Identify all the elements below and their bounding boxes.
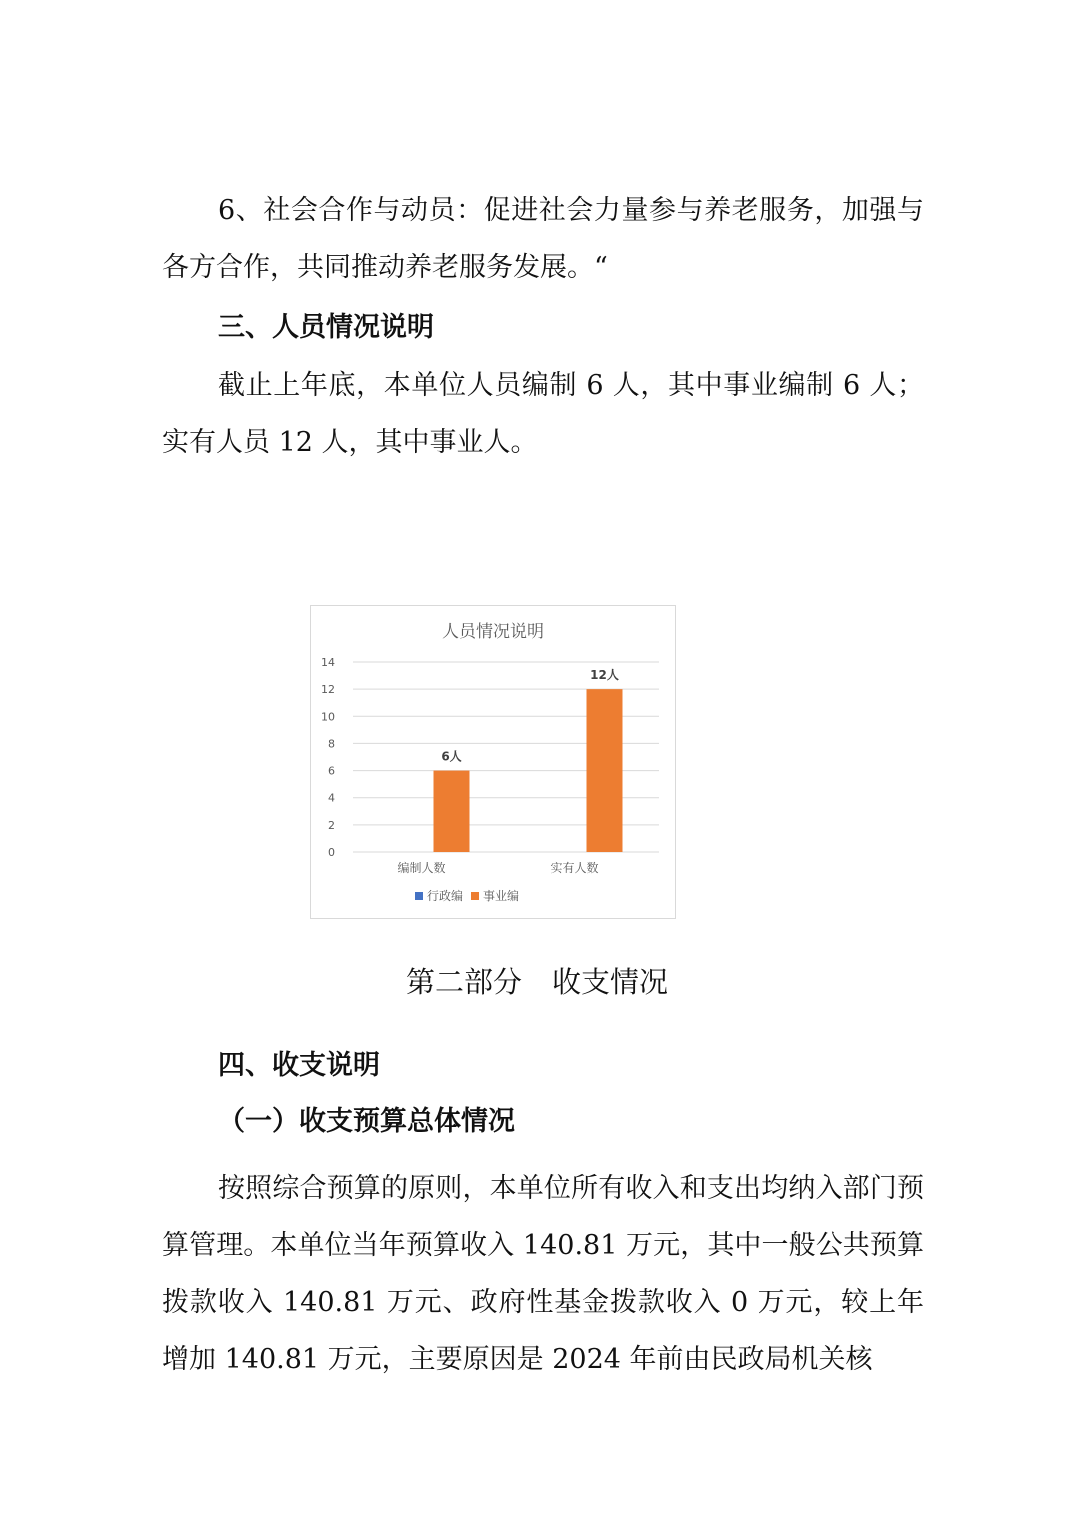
y-tick-label: 12 <box>321 683 335 697</box>
staff-bar-chart <box>311 606 675 918</box>
paragraph-staff-count: 截止上年底，本单位人员编制 6 人，其中事业编制 6 人；实有人员 12 人，其中事业人。 <box>162 370 924 458</box>
y-tick-label: 6 <box>328 764 335 778</box>
y-tick-label: 0 <box>328 846 335 859</box>
legend-label: 事业编 <box>483 889 520 903</box>
legend-swatch <box>415 892 423 900</box>
legend-label: 行政编 <box>427 889 464 903</box>
y-tick-label: 4 <box>328 791 335 805</box>
part-two-subtitle: 收支情况 <box>552 965 669 999</box>
paragraph-social-cooperation: 6、社会合作与动员：促进社会力量参与养老服务，加强与各方合作，共同推动养老服务发展。“ <box>162 195 924 283</box>
heading-staff-overview: 三、人员情况说明 <box>218 312 434 343</box>
y-tick-label: 8 <box>328 737 335 751</box>
y-tick-label: 2 <box>328 818 335 832</box>
bar-事业编-实有人数 <box>587 689 623 852</box>
y-tick-label: 10 <box>321 710 335 724</box>
legend-swatch <box>471 892 479 900</box>
heading-income-expense: 四、收支说明 <box>218 1050 380 1081</box>
data-label: 6人 <box>441 749 462 764</box>
x-tick-label: 实有人数 <box>550 861 599 875</box>
data-label: 12人 <box>590 668 619 683</box>
y-tick-label: 14 <box>321 656 335 669</box>
staff-chart <box>310 605 676 919</box>
part-two-label: 第二部分 <box>405 965 522 999</box>
part-two-title <box>0 962 1074 1002</box>
chart-title: 人员情况说明 <box>442 622 544 642</box>
x-tick-label: 编制人数 <box>397 861 446 875</box>
bar-事业编-编制人数 <box>434 771 470 852</box>
subheading-budget-overview: （一）收支预算总体情况 <box>218 1106 515 1137</box>
paragraph-budget-detail: 按照综合预算的原则，本单位所有收入和支出均纳入部门预算管理。本单位当年预算收入 140.81 万元，其中一般公共预算拨款收入 140.81 万元、政府性基金拨款收入 0 万元，较上年增加 140.81 万元，主要原因是 2024 年前由民政局机关核 <box>162 1173 924 1375</box>
